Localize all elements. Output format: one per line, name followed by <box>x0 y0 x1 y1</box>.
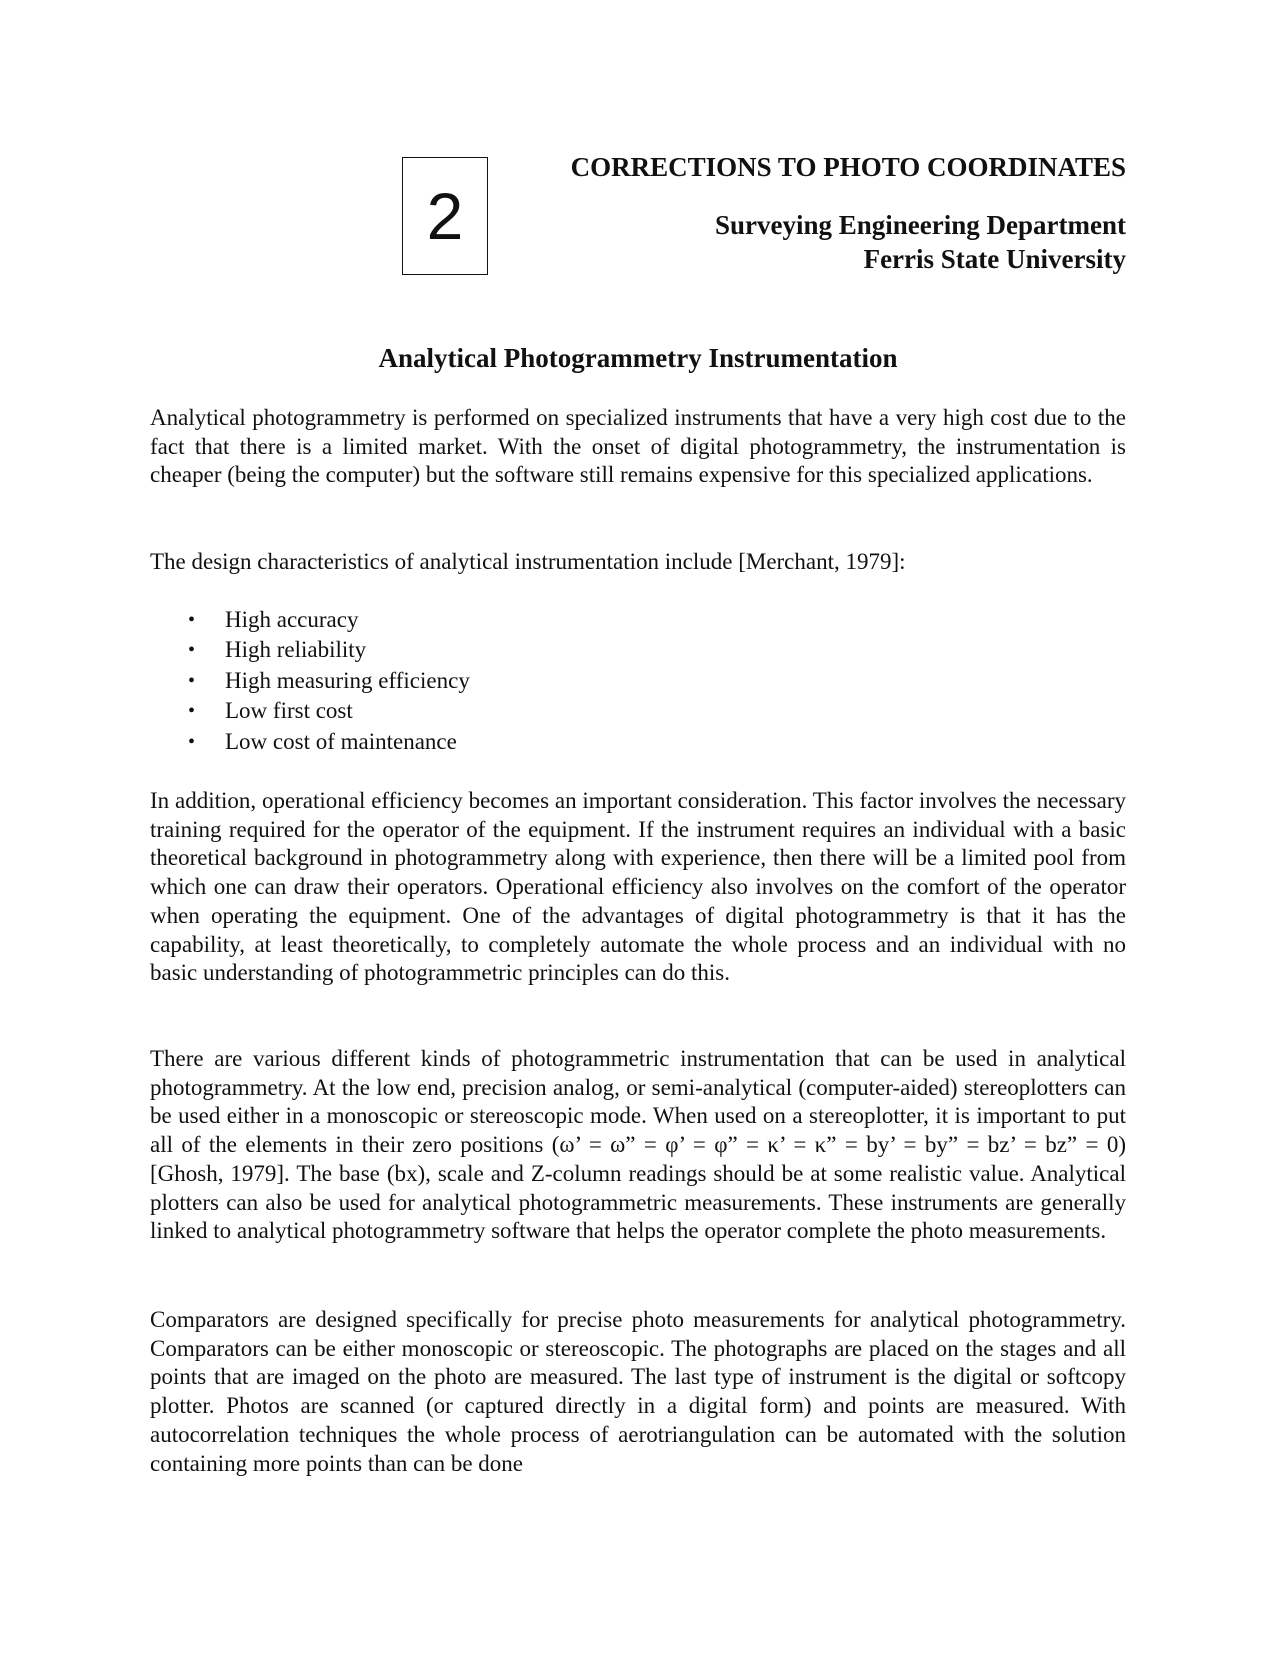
list-item-text: High reliability <box>225 637 367 663</box>
chapter-title: CORRECTIONS TO PHOTO COORDINATES <box>570 152 1126 182</box>
list-item <box>150 696 470 726</box>
document-header <box>571 150 1126 276</box>
paragraph-intro: Analytical photogrammetry is performed on specialized instruments that have a very high cost due to the fact that there is a limited market. With the onset of digital photogrammetry, the instrumentation is cheaper (being the computer) but the software still remains expensive for this specialized applications. <box>150 405 1126 488</box>
bullet-icon: • <box>188 669 196 692</box>
paragraph-design-characteristics: The design characteristics of analytical instrumentation include [Merchant, 1979]: <box>150 549 906 574</box>
department-name: Surveying Engineering Department <box>715 210 1126 240</box>
section-title: Analytical Photogrammetry Instrumentation <box>378 343 898 373</box>
bullet-icon: • <box>188 639 196 662</box>
list-item-text: High accuracy <box>225 607 359 632</box>
chapter-number: 2 <box>426 179 464 253</box>
bullet-icon: • <box>188 609 196 631</box>
list-item <box>150 727 470 757</box>
list-item-text: Low first cost <box>225 698 353 724</box>
list-item <box>150 605 470 635</box>
characteristics-list <box>150 605 470 757</box>
university-name: Ferris State University <box>863 244 1126 274</box>
list-item <box>150 666 470 696</box>
bullet-icon: • <box>188 700 196 723</box>
paragraph-operational-efficiency: In addition, operational efficiency becomes an important consideration. This factor involves the necessary training required for the operator of the equipment. If the instrument requires an individual with a basic theoretical background in photogrammetry along with experience, then there will be a limited pool from which one can draw their operators. Operational efficiency also involves on the comfort of the operator when operating the equipment. One of the advantages of digital photogrammetry is that it has the capability, at least theoretically, to completely automate the whole process and an individual with no basic understanding of photogrammetric principles can do this. <box>150 788 1126 986</box>
bullet-icon: • <box>188 730 196 753</box>
paragraph-comparators: Comparators are designed specifically for precise photo measurements for analytical photogrammetry. Comparators can be either monoscopic or stereoscopic. The photographs are placed on the stages and all points that are imaged on the photo are measured. The last type of instrument is the digital or softcopy plotter. Photos are scanned (or captured directly in a digital form) and points are measured. With autocorrelation techniques the whole process of aerotriangulation can be automated with the solution containing more points than can be done <box>150 1307 1126 1476</box>
list-item-text: High measuring efficiency <box>225 667 470 693</box>
list-item <box>150 635 470 665</box>
paragraph-instrumentation-kinds: There are various different kinds of photogrammetric instrumentation that can be used in analytical photogrammetry. At the low end, precision analog, or semi-analytical (computer-aided) stereoplotters can be used either in a monoscopic or stereoscopic mode. When used on a stereoplotter, it is important to put all of the elements in their zero positions (ω’ = ω” = φ’ = φ” = κ’ = κ” = by’ = by” = bz’ = bz” = 0) [Ghosh, 1979]. The base (bx), scale and Z-column readings should be at some realistic value. Analytical plotters can also be used for analytical photogrammetric measurements. These instruments are generally linked to analytical photogrammetry software that helps the operator complete the photo measurements. <box>150 1046 1126 1244</box>
list-item-text: Low cost of maintenance <box>225 728 457 754</box>
chapter-number-box <box>402 157 488 275</box>
